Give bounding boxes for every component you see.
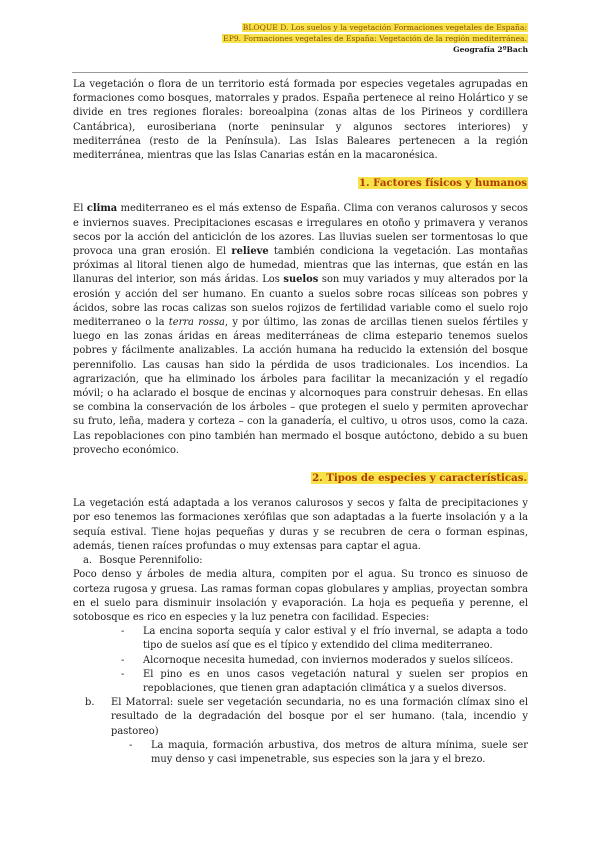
list-item: - El pino es en unos casos vegetación natural y suelen ser propios en repoblaciones, que tienen gran adaptación climática y a suelos diversos. <box>121 668 528 694</box>
list-item: - La maquia, formación arbustiva, dos metros de altura mínima, suele ser muy denso y casi impenetrable, sus especies son la jara y el brezo. <box>129 739 528 765</box>
list-item-text: El pino es en unos casos vegetación natural y suelen ser propios en repoblaciones, que tienen gran adaptación climática y a suelos diversos. <box>143 668 528 694</box>
bosque-species-list <box>73 625 528 696</box>
text-run: , y por último, las zonas de arcillas tienen suelos fértiles y luego en las zonas áridas en áreas mediterráneas de clima estepario tenemos suelos pobres y fácilmente analizables. La acción humana ha reducido la extensión del bosque perennifolio. Las causas han sido la pérdida de usos tradicionales. Los incendios. La agrarización, que ha eliminado los árboles para facilitar la mecanización y el regadío móvil; o ha aclarado el bosque de encinas y alcornoques para construir dehesas. En ellas se combina la conservación de los árboles – que protegen el suelo y permiten aprovechar su fruto, leña, madera y corteza – con la ganadería, el cultivo, u otros usos, como la caza. Las repoblaciones con pino también han mermado el bosque autóctono, debido a su buen provecho económico. <box>73 317 529 456</box>
list-item: - La encina soporta sequía y calor estival y el frío invernal, se adapta a todo tipo de suelos así que es el típico y extendido del clima mediterraneo. <box>121 626 528 652</box>
header-bloque: BLOQUE D. Los suelos y la vegetación Formaciones vegetales de España: <box>242 23 527 32</box>
section-2-title: 2. Tipos de especies y características. <box>312 472 527 485</box>
header-ep: EP9. Formaciones vegetales de España: Vegetación de la región mediterránea. <box>223 34 527 43</box>
list-label-a: a. <box>83 555 93 567</box>
term-terra-rossa: terra rossa <box>168 317 225 329</box>
section-2-heading <box>73 471 528 485</box>
subheading-bosque-title: Bosque Perennifolio: <box>99 555 203 567</box>
list-item-text: Alcornoque necesita humedad, con inviernos moderados y suelos silíceos. <box>143 654 514 666</box>
section-1-heading <box>73 176 528 190</box>
section-1-paragraph <box>73 202 528 458</box>
list-item-text: La maquia, formación arbustiva, dos metros de altura mínima, suele ser muy denso y casi impenetrable, sus especies son la jara y el brezo. <box>151 739 528 765</box>
list-item-text: La encina soporta sequía y calor estival y el frío invernal, se adapta a todo tipo de suelos así que es el típico y extendido del clima mediterraneo. <box>143 626 528 652</box>
subheading-bosque <box>73 554 528 568</box>
text-run: son muy variados y muy alterados por la erosión y acción del ser humano. En cuanto a suelos sobre rocas silíceas son pobres y ácidos, sobre las rocas calizas son suelos rojizos de fertilidad variable como el suelo rojo mediterraneo o la <box>73 274 528 329</box>
keyword-relieve: relieve <box>231 246 269 258</box>
matorral-species-list <box>111 739 528 767</box>
bosque-paragraph: Poco denso y árboles de media altura, compiten por el agua. Su tronco es sinuoso de corteza rugosa y gruesa. Las ramas forman copas globulares y amplias, proyectan sombra en el suelo para disminuir insolación y evaporación. La hoja es pequeña y perenne, el sotobosque es rico en especies y la luz penetra con facilidad. Especies: <box>73 569 528 623</box>
list-label-b: b. <box>85 697 95 709</box>
keyword-clima: clima <box>86 203 118 215</box>
text-run: mediterraneo es el más extenso de España. Clima con veranos calurosos y secos e inviernos suaves. Precipitaciones escasas e irregulares en otoño y primavera y veranos secos por la acción del anticiclón de los azores. Las lluvias suelen ser tormentosas lo que provoca una gran erosión. El <box>73 203 528 258</box>
text-run: El <box>73 203 87 215</box>
keyword-suelos: suelos <box>283 274 319 286</box>
page-header <box>222 22 528 55</box>
header-course: Geografía 2ºBach <box>453 45 528 54</box>
text-run: también condiciona la vegetación. Las montañas próximas al litoral tienen algo de humedad, mientras que las internas, que están en las llanuras del interior, son más áridas. Los <box>73 246 528 286</box>
subheading-matorral <box>73 696 528 767</box>
list-item: - Alcornoque necesita humedad, con inviernos moderados y suelos silíceos. <box>121 654 514 666</box>
section-1-title: 1. Factores físicos y humanos <box>358 177 527 190</box>
header-divider <box>72 72 528 73</box>
matorral-text: El Matorral: suele ser vegetación secundaria, no es una formación clímax sino el resultado de la degradación del bosque por el ser humano. (tala, incendio y pastoreo) <box>111 697 528 737</box>
intro-paragraph: La vegetación o flora de un territorio está formada por especies vegetales agrupadas en formaciones como bosques, matorrales y prados. España pertenece al reino Holártico y se divide en tres regiones florales: boreoalpina (zonas altas de los Pirineos y cordillera Cantábrica), eurosiberiana (norte peninsular y algunos sectores interiores) y mediterránea (resto de la Península). Las Islas Baleares pertenecen a la región mediterránea, mientras que las Islas Canarias están en la macaronésica. <box>73 79 528 162</box>
document-body <box>73 78 528 767</box>
section-2-intro: La vegetación está adaptada a los veranos calurosos y secos y falta de precipitaciones y por eso tenemos las formaciones xerófilas que son adaptadas a la fuerte insolación y a la sequía estival. Tiene hojas pequeñas y duras y se recubren de cera o forman espinas, además, tienen raíces profundas o muy extensas para captar el agua. <box>73 498 528 552</box>
